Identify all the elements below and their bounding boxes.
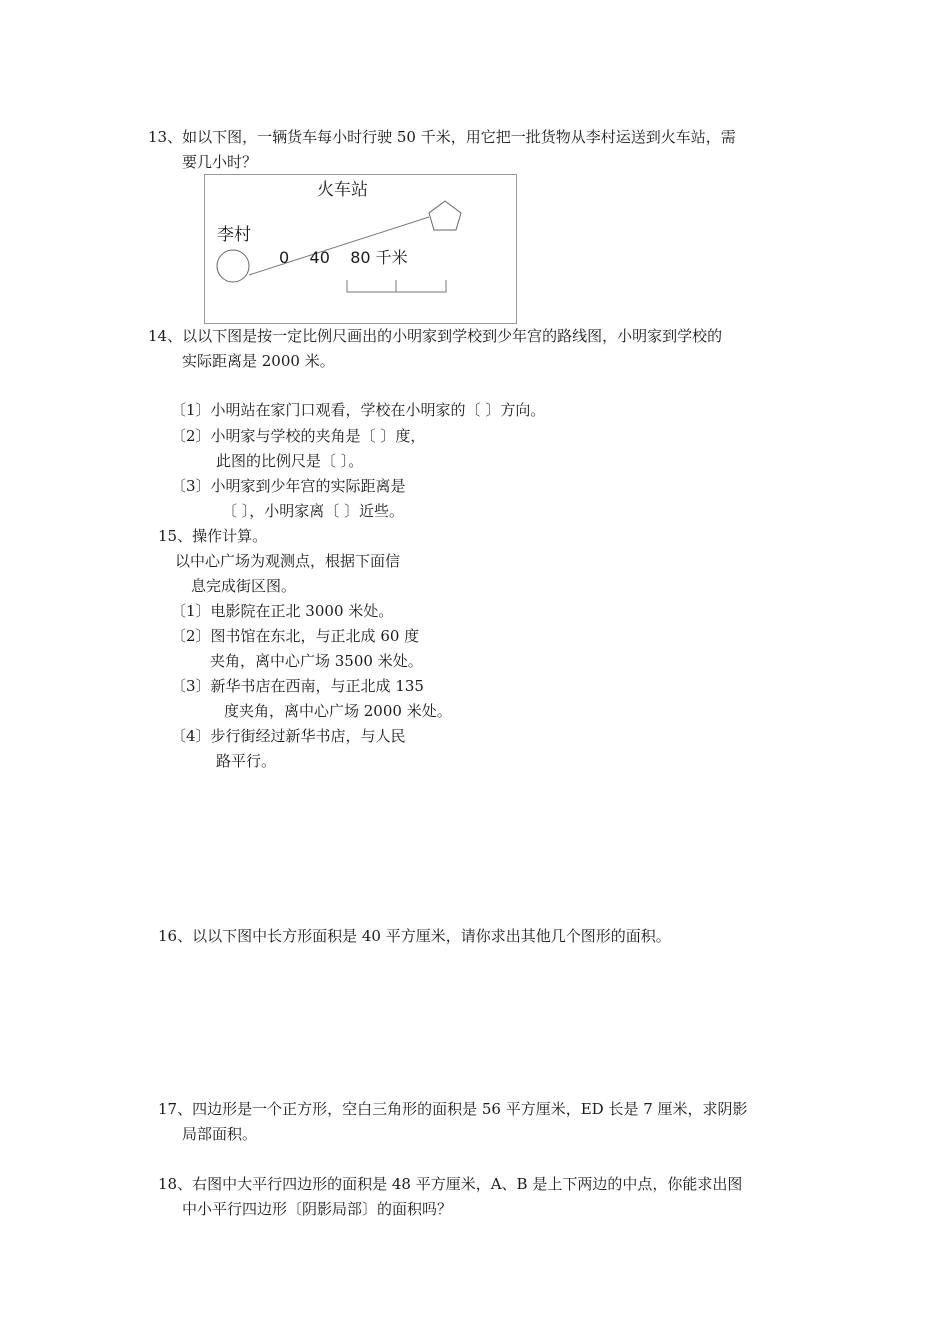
q17-line1: 17、四边形是一个正方形，空白三角形的面积是 56 平方厘米，ED 长是 7 厘米，求阴影 [158,1100,748,1118]
q15-item-4: 〔4〕步行街经过新华书店，与人民 [171,727,406,745]
q15-item-2-cont: 夹角，离中心广场 3500 米处。 [210,652,423,670]
q18-line1: 18、右图中大平行四边形的面积是 48 平方厘米，A、B 是上下两边的中点，你能求出图 [158,1175,743,1193]
q15-item-2: 〔2〕图书馆在东北，与正北成 60 度 [171,627,420,645]
q13-map-figure [204,174,517,324]
q13-line1: 13、如以下图，一辆货车每小时行驶 50 千米，用它把一批货物从李村运送到火车站，需 [148,128,736,146]
q15-intro-1: 以中心广场为观测点，根据下面信 [175,552,401,570]
q17-line2: 局部面积。 [182,1125,258,1143]
village-label: 李村 [217,225,251,245]
q16-line1: 16、以以下图中长方形面积是 40 平方厘米，请你求出其他几个图形的面积。 [158,927,671,945]
q14-item-3: 〔3〕小明家到少年宫的实际距离是 [171,477,406,495]
q14-item-1: 〔1〕小明站在家门口观看，学校在小明家的〔 〕方向。 [171,401,546,419]
village-circle [217,250,249,282]
q15-item-3-cont: 度夹角，离中心广场 2000 米处。 [224,702,452,720]
station-label: 火车站 [317,180,368,200]
station-pentagon [429,201,461,230]
q15-intro-2: 息完成街区图。 [191,577,297,595]
scale-label: 0 40 80 千米 [279,248,408,267]
q15-title: 15、操作计算。 [158,527,268,545]
q13-line2: 要几小时？ [182,153,258,171]
q15-item-1: 〔1〕电影院在正北 3000 米处。 [171,602,394,620]
q14-line1: 14、以以下图是按一定比例尺画出的小明家到学校到少年宫的路线图，小明家到学校的 [148,327,723,345]
q14-item-2: 〔2〕小明家与学校的夹角是〔 〕度， [171,427,426,445]
q14-item-2-cont: 此图的比例尺是〔 〕。 [216,452,364,470]
q18-line2: 中小平行四边形〔阴影局部〕的面积吗？ [182,1200,453,1218]
q15-item-3: 〔3〕新华书店在西南，与正北成 135 [171,677,424,695]
q15-item-4-cont: 路平行。 [216,752,277,770]
q14-item-3-cont: 〔 〕，小明家离〔 〕近些。 [222,502,405,520]
q14-line2: 实际距离是 2000 米。 [182,352,335,370]
